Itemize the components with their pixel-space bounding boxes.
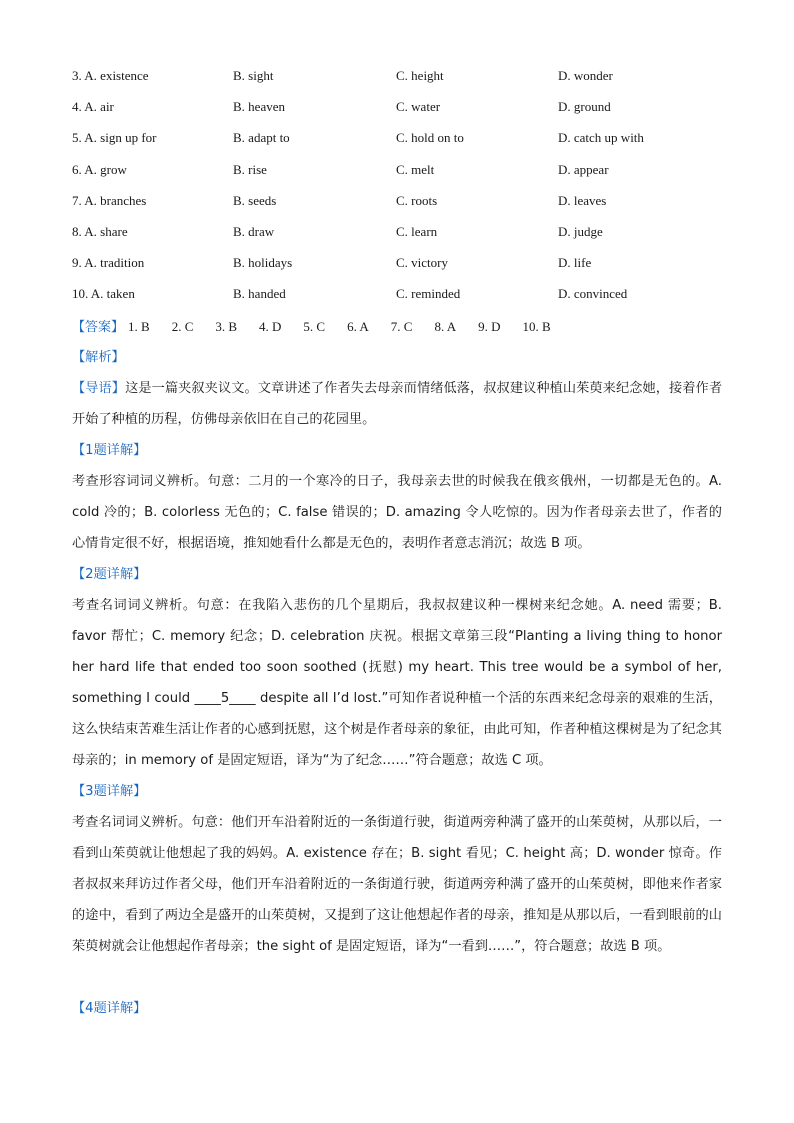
option-a: 3. A. existence bbox=[72, 68, 149, 83]
answer-label: 【答案】 bbox=[72, 320, 125, 335]
option-row bbox=[72, 158, 732, 189]
option-c: C. victory bbox=[396, 255, 448, 271]
option-row bbox=[72, 126, 732, 157]
option-a: 5. A. sign up for bbox=[72, 130, 157, 146]
guide-text: 这是一篇夹叙夹议文。文章讲述了作者失去母亲而情绪低落，叔叔建议种植山茱萸来纪念她，接着作者开始了种植的历程，仿佛母亲依旧在自己的花园里。 bbox=[72, 381, 723, 427]
option-a: 9. A. tradition bbox=[72, 255, 145, 271]
q2-heading: 【2题详解】 bbox=[72, 567, 147, 582]
option-d: D. convinced bbox=[558, 286, 628, 302]
option-a: 6. A. grow bbox=[72, 161, 127, 177]
q1-heading: 【1题详解】 bbox=[72, 443, 147, 458]
option-row bbox=[72, 95, 732, 126]
option-row bbox=[72, 64, 732, 95]
guide-paragraph bbox=[72, 373, 722, 435]
option-c: C. learn bbox=[396, 223, 438, 239]
answer-item: 4. D bbox=[259, 319, 282, 334]
answer-item: 7. C bbox=[390, 319, 413, 334]
analysis-heading: 【解析】 bbox=[72, 350, 125, 365]
option-d: D. leaves bbox=[558, 192, 607, 208]
option-d: D. life bbox=[558, 255, 592, 271]
option-b: B. heaven bbox=[233, 99, 285, 115]
option-b: B. rise bbox=[233, 161, 267, 177]
option-b: B. holidays bbox=[233, 255, 293, 271]
option-b: B. handed bbox=[233, 286, 286, 302]
option-a: 4. A. air bbox=[72, 99, 114, 115]
option-c: C. roots bbox=[396, 192, 438, 208]
answer-item: 8. A bbox=[434, 319, 457, 334]
option-b: B. adapt to bbox=[233, 130, 290, 146]
answer-item: 10. B bbox=[522, 319, 551, 334]
answer-item: 6. A bbox=[347, 319, 369, 334]
option-d: D. ground bbox=[558, 99, 611, 115]
option-row bbox=[72, 220, 732, 251]
answer-line bbox=[72, 316, 573, 335]
option-b: B. seeds bbox=[233, 192, 277, 208]
option-row bbox=[72, 251, 732, 282]
option-d: D. catch up with bbox=[558, 130, 644, 146]
option-c: C. reminded bbox=[396, 286, 461, 302]
option-c: C. water bbox=[396, 99, 441, 115]
option-c: C. hold on to bbox=[396, 130, 464, 146]
option-c: C. height bbox=[396, 68, 444, 83]
option-d: D. appear bbox=[558, 161, 609, 177]
q1-explanation: 考查形容词词义辨析。句意：二月的一个寒冷的日子，我母亲去世的时候我在俄亥俄州，一切都是无色的。A. cold 冷的；B. colorless 无色的；C. false 错误的；D. amazing 令人吃惊的。因为作者母亲去世了，作者的心情肯定很不好，根据语境，推知她看什么都是无色的，表明作者意志消沉；故选 B 项。 bbox=[72, 474, 722, 551]
answer-item: 3. B bbox=[215, 319, 238, 334]
answer-item: 9. D bbox=[478, 319, 501, 334]
q3-explanation: 考查名词词义辨析。句意：他们开车沿着附近的一条街道行驶，街道两旁种满了盛开的山茱萸树，从那以后，一看到山茱萸就让他想起了我的妈妈。A. existence 存在；B. sight 看见；C. height 高；D. wonder 惊奇。作者叔叔来拜访过作者父母，他们开车沿着附近的一条街道行驶，街道两旁种满了盛开的山茱萸树，即他来作者家的途中，看到了两边全是盛开的山茱萸树，又提到了这让他想起作者的母亲，推知是从那以后，一看到眼前的山茱萸树就会让他想起作者母亲；the sight of 是固定短语，译为“一看到……”，符合题意；故选 B 项。 bbox=[72, 815, 722, 954]
answer-item: 2. C bbox=[171, 319, 194, 334]
answer-item: 1. B bbox=[128, 319, 150, 334]
option-a: 10. A. taken bbox=[72, 286, 135, 302]
option-b: B. draw bbox=[233, 223, 275, 239]
option-a: 7. A. branches bbox=[72, 192, 147, 208]
answer-item: 5. C bbox=[303, 319, 326, 334]
option-d: D. judge bbox=[558, 223, 603, 239]
q2-explanation: 考查名词词义辨析。句意：在我陷入悲伤的几个星期后，我叔叔建议种一棵树来纪念她。A. need 需要；B. favor 帮忙；C. memory 纪念；D. celebration 庆祝。根据文章第三段“Planting a living thing to honor her hard life that ended too soon soothed (抚慰) my heart. This tree would be a symbol of her, something I could ____5____ despite all I’d lost.”可知作者说种植一个活的东西来纪念母亲的艰难的生活，这么快结束苦难生活让作者的心感到抚慰，这个树是作者母亲的象征，由此可知，作者种植这棵树是为了纪念其母亲的；in memory of 是固定短语，译为“为了纪念……”符合题意；故选 C 项。 bbox=[72, 598, 722, 768]
option-row bbox=[72, 189, 732, 220]
q4-heading: 【4题详解】 bbox=[72, 1001, 147, 1016]
option-row bbox=[72, 282, 732, 313]
option-b: B. sight bbox=[233, 68, 274, 83]
guide-label: 【导语】 bbox=[72, 381, 126, 396]
answer-list bbox=[128, 319, 573, 334]
option-a: 8. A. share bbox=[72, 223, 128, 239]
option-d: D. wonder bbox=[558, 68, 613, 83]
option-c: C. melt bbox=[396, 161, 435, 177]
option-list bbox=[72, 64, 732, 314]
q3-heading: 【3题详解】 bbox=[72, 784, 147, 799]
